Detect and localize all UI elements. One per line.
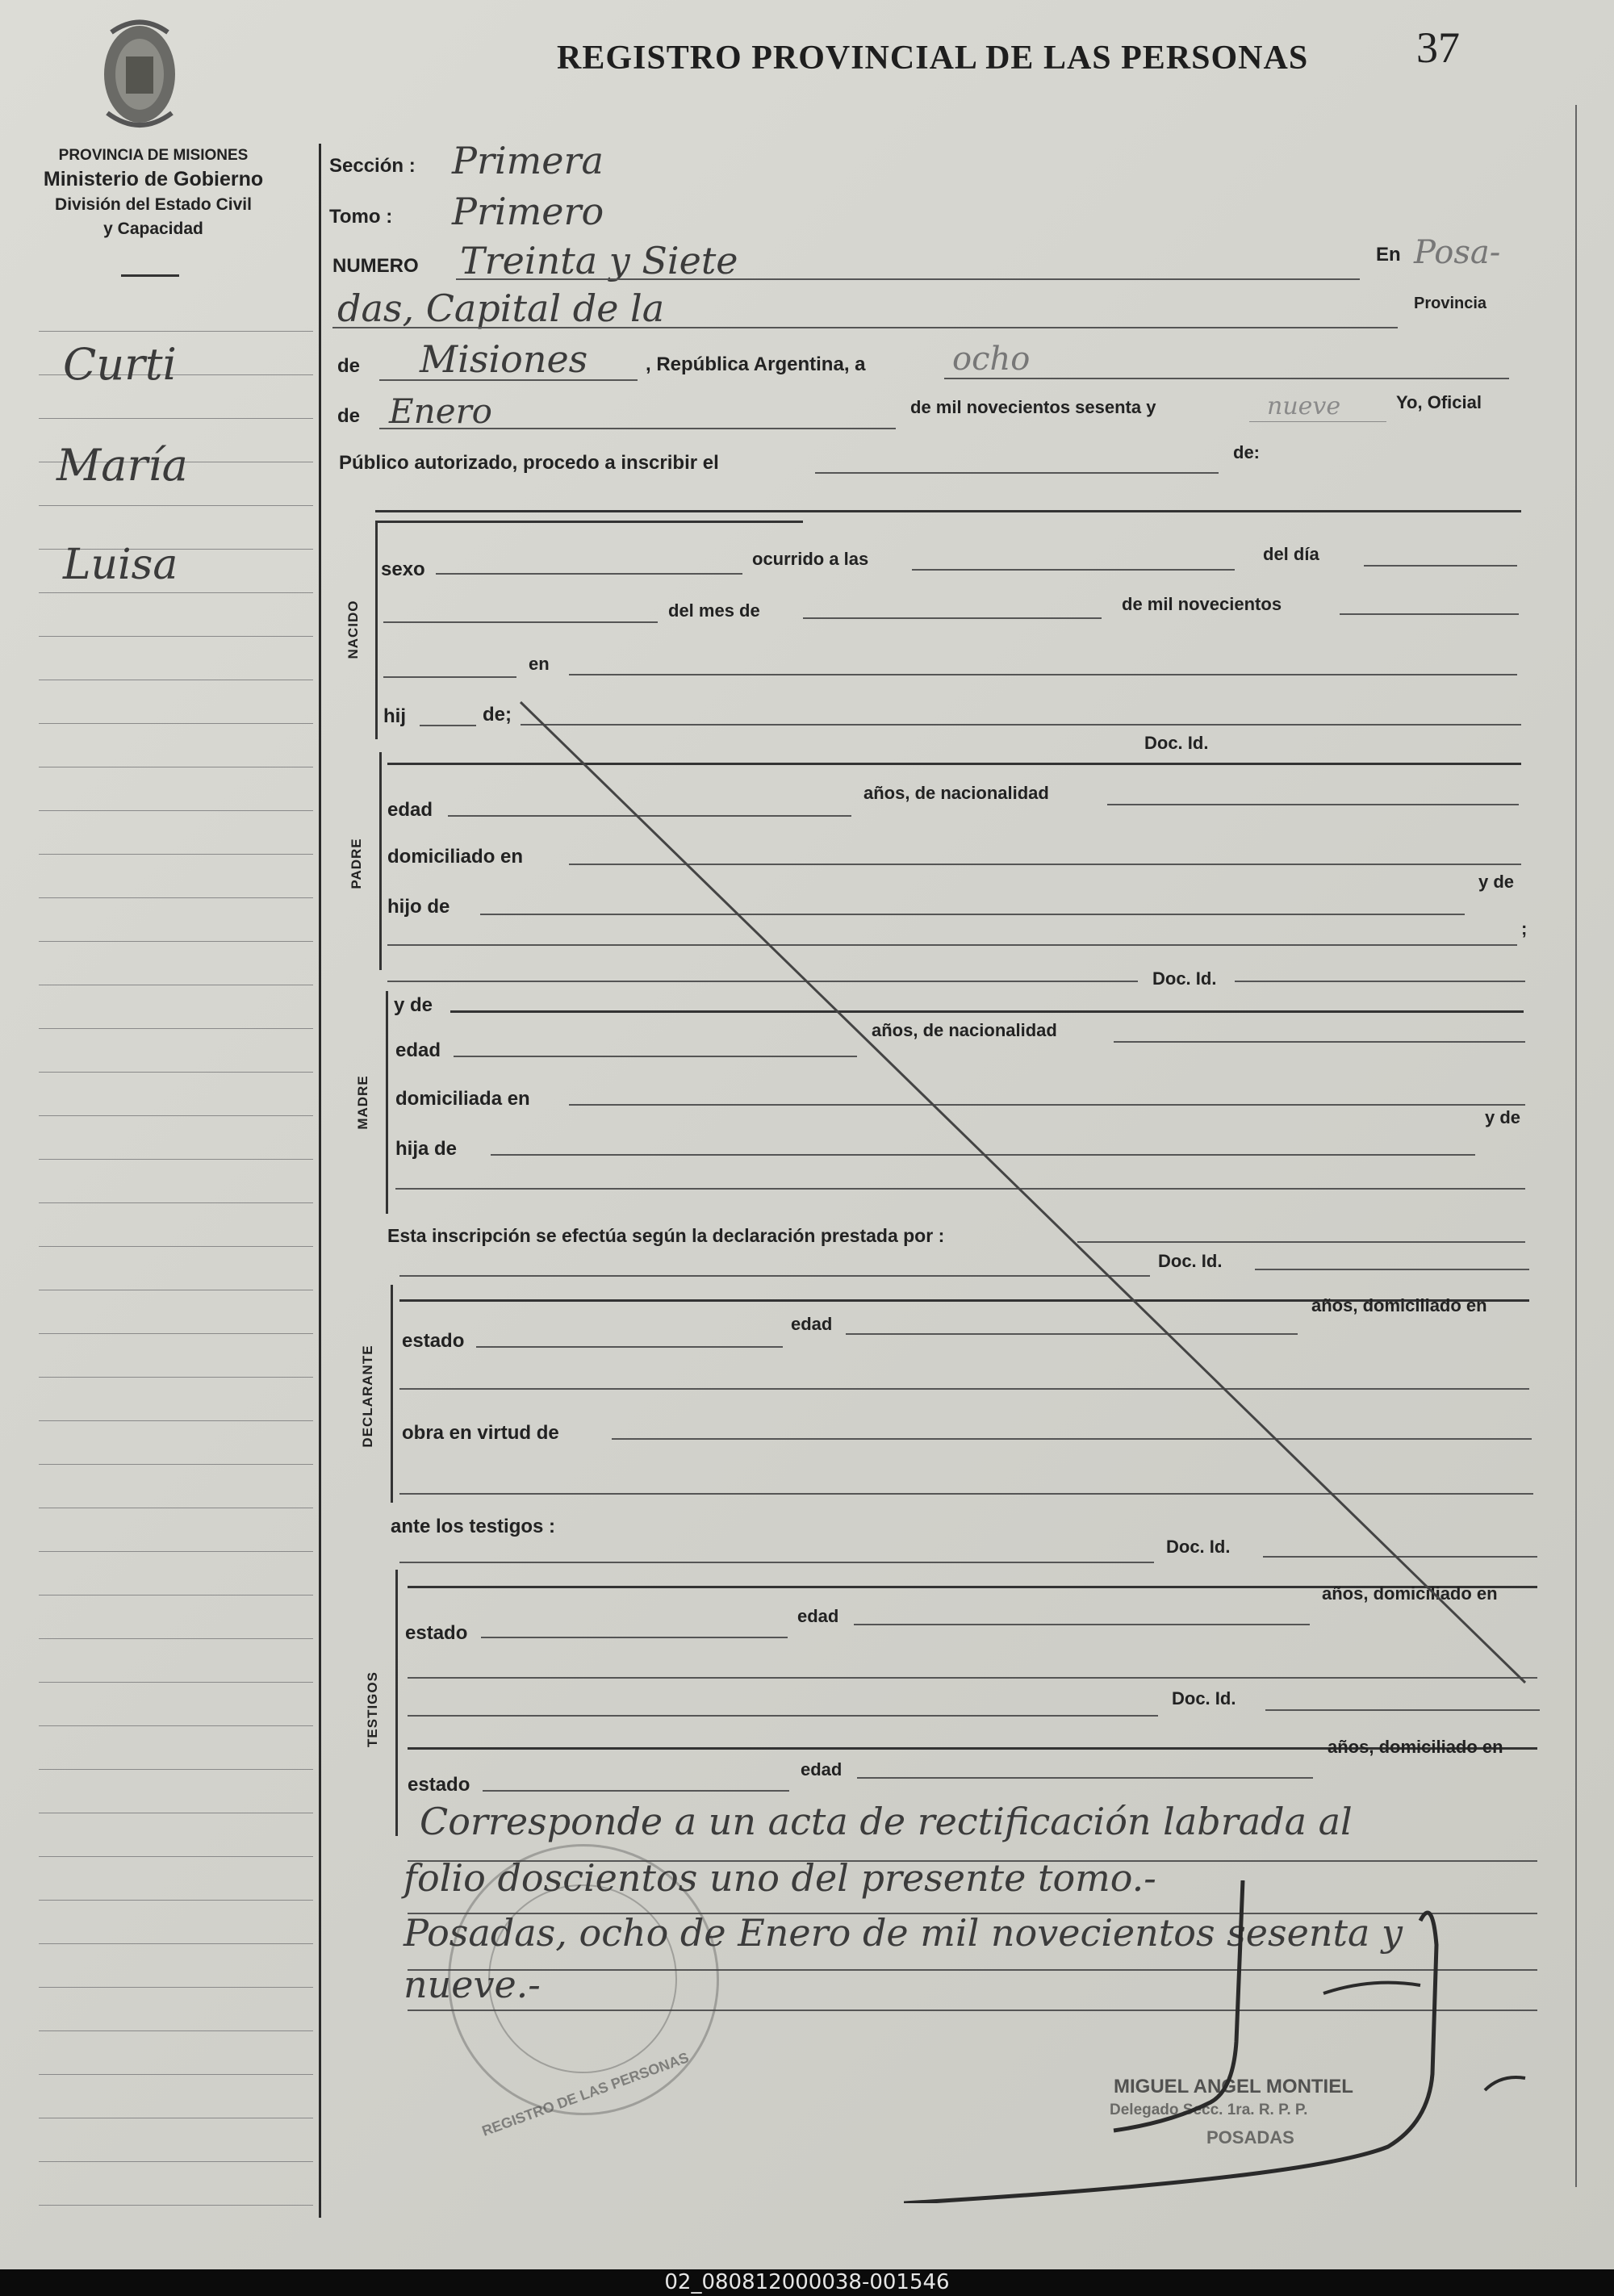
agency-ministry: Ministerio de Gobierno (43, 168, 264, 190)
testigos-doc2: Doc. Id. (1172, 1688, 1236, 1708)
nacido-ocurrido: ocurrido a las (752, 549, 869, 569)
folio-number: 37 (1416, 23, 1460, 72)
testigos-estado1: estado (405, 1622, 468, 1644)
declaracion-text: Esta inscripción se efectúa según la declaración prestada por : (387, 1225, 945, 1246)
republica-label: , República Argentina, a (646, 353, 866, 375)
declarante-anos-dom: años, domiciliado en (1311, 1295, 1487, 1315)
note-line3: Posadas, ocho de Enero de mil novecientos sesenta y (404, 1911, 1403, 1955)
agency-province: PROVINCIA DE MISIONES (58, 147, 249, 164)
de-value: Misiones (420, 337, 588, 381)
madre-label: MADRE (355, 1075, 370, 1130)
anio-value: nueve (1267, 392, 1341, 420)
note-line1: Corresponde a un acta de rectificación labrada al (420, 1800, 1353, 1843)
numero-label: NUMERO (332, 255, 419, 277)
de3-label: de: (1233, 442, 1260, 462)
page-title: REGISTRO PROVINCIAL DE LAS PERSONAS (557, 40, 1309, 77)
tomo-label: Tomo : (329, 206, 393, 228)
signature-stamp-title: Delegado Secc. 1ra. R. P. P. (1110, 2102, 1308, 2118)
nacido-de: de; (483, 704, 512, 726)
round-stamp-text: REGISTRO DE LAS PERSONAS (479, 2049, 692, 2139)
madre-anos-nac: años, de nacionalidad (872, 1020, 1057, 1040)
testigos-doc1: Doc. Id. (1166, 1537, 1231, 1557)
testigos-intro: ante los testigos : (391, 1516, 556, 1537)
padre-edad: edad (387, 799, 433, 821)
nacido-doc: Doc. Id. (1144, 733, 1209, 753)
note-line2: folio doscientos uno del presente tomo.- (404, 1856, 1156, 1900)
de2-label: de (337, 405, 361, 427)
padre-doc: Doc. Id. (1152, 968, 1217, 989)
nacido-del-dia: del día (1263, 544, 1319, 564)
mil-label: de mil novecientos sesenta y (910, 397, 1156, 417)
nacido-en: en (529, 654, 550, 674)
testigos-edad2: edad (801, 1759, 843, 1780)
testigos-anos-dom1: años, domiciliado en (1322, 1583, 1498, 1604)
dia-value: ocho (952, 341, 1031, 378)
testigos-anos-dom2: años, domiciliado en (1328, 1737, 1503, 1757)
signature-icon (904, 1880, 1566, 2203)
publico-label: Público autorizado, procedo a inscribir el (339, 452, 719, 474)
en-value: Posa- (1414, 234, 1501, 271)
padre-hijo-de: hijo de (387, 896, 450, 918)
en-label: En (1376, 244, 1401, 266)
note-line4: nueve.- (404, 1963, 541, 2006)
margin-second-name: Luisa (63, 541, 178, 589)
signature-stamp-name: MIGUEL ANGEL MONTIEL (1114, 2076, 1353, 2097)
padre-y-de: y de (1478, 872, 1515, 892)
madre-y-de: y de (1485, 1107, 1521, 1127)
nacido-mil-nov: de mil novecientos (1122, 594, 1282, 614)
yo-label: Yo, Oficial (1396, 392, 1482, 412)
margin-first-name: María (56, 440, 188, 491)
nacido-label: NACIDO (345, 600, 361, 659)
madre-y-de-top: y de (394, 994, 433, 1016)
padre-anos-nac: años, de nacionalidad (863, 783, 1049, 803)
nacido-sexo: sexo (381, 558, 425, 580)
nacido-hij: hij (383, 705, 406, 727)
seccion-value: Primera (452, 139, 604, 182)
testigos-edad1: edad (797, 1606, 839, 1626)
madre-edad: edad (395, 1039, 441, 1061)
madre-domiciliada: domiciliada en (395, 1088, 530, 1110)
mes-value: Enero (389, 391, 492, 431)
numero-value: Treinta y Siete (460, 239, 738, 282)
image-id-footer: 02_080812000038-001546 (0, 2269, 1614, 2296)
declarante-label: DECLARANTE (360, 1345, 375, 1448)
declaracion-doc: Doc. Id. (1158, 1251, 1223, 1271)
declarante-edad: edad (791, 1314, 833, 1334)
seccion-label: Sección : (329, 155, 416, 177)
de-label: de (337, 355, 361, 377)
declarante-obra: obra en virtud de (402, 1422, 559, 1444)
padre-domiciliado: domiciliado en (387, 846, 524, 868)
agency-division: División del Estado Civil (55, 195, 252, 214)
agency-capacity: y Capacidad (103, 220, 203, 238)
line2-value: das, Capital de la (337, 286, 665, 330)
tomo-value: Primero (452, 190, 604, 233)
provincia-label: Provincia (1414, 295, 1487, 312)
margin-surname: Curti (63, 339, 177, 390)
declarante-estado: estado (402, 1330, 465, 1352)
padre-semicolon: ; (1521, 918, 1528, 939)
testigos-estado2: estado (408, 1774, 470, 1796)
signature-stamp-city: POSADAS (1206, 2127, 1294, 2148)
madre-hija-de: hija de (395, 1138, 458, 1160)
padre-label: PADRE (349, 838, 364, 889)
nacido-del-mes: del mes de (668, 600, 760, 621)
testigos-label: TESTIGOS (365, 1671, 380, 1747)
